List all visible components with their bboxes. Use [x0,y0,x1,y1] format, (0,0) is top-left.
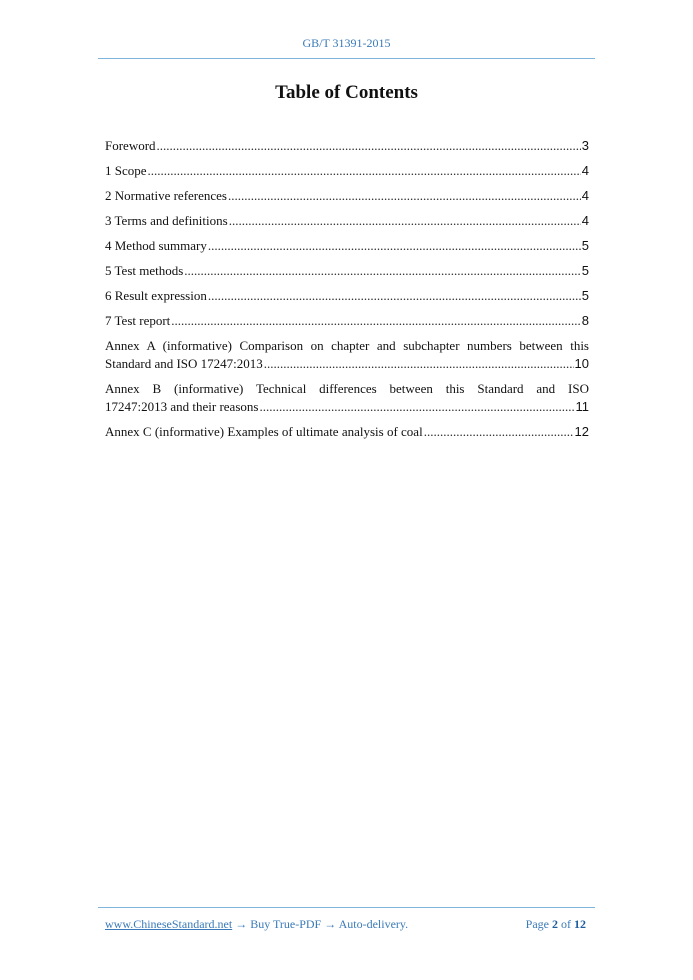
toc-entry-page: 5 [581,263,589,278]
toc-entry-annex-c[interactable] [105,423,589,441]
dot-leader [157,137,581,155]
document-code-header: GB/T 31391-2015 [302,36,391,50]
toc-entry-label: 5 Test methods [105,263,184,278]
toc-entry-page: 10 [574,356,589,371]
toc-entry-result-expression[interactable] [105,287,589,305]
toc-entry-scope[interactable] [105,162,589,180]
toc-entry-label-line2: 17247:2013 and their reasons [105,399,259,414]
website-link[interactable]: www.ChineseStandard.net [105,917,233,931]
dot-leader [259,398,574,416]
toc-entry-label: 7 Test report [105,313,171,328]
dot-leader [228,187,581,205]
arrow-right-icon: → [324,917,337,931]
arrow-right-icon: → [235,917,248,931]
toc-entry-label: 1 Scope [105,163,147,178]
toc-entry-annex-b[interactable] [105,380,589,416]
current-page: 2 [552,917,558,931]
dot-leader [208,237,581,255]
toc-entry-page: 4 [581,163,589,178]
toc-entry-page: 11 [575,399,589,414]
dot-leader [264,355,574,373]
toc-entry-label: Annex C (informative) Examples of ultimate analysis of coal [105,424,423,439]
toc-entry-page: 5 [581,238,589,253]
header-divider [98,58,595,59]
toc-entry-terms-definitions[interactable] [105,212,589,230]
toc-entry-foreword[interactable] [105,137,589,155]
toc-entry-label: 2 Normative references [105,188,227,203]
dot-leader [229,212,581,230]
page-number [526,917,586,932]
toc-entry-page: 3 [581,138,589,153]
dot-leader [171,312,580,330]
toc-entry-test-report[interactable] [105,312,589,330]
of-word: of [561,917,571,931]
buy-true-pdf-text: Buy True-PDF [250,917,322,931]
toc-entry-page: 12 [574,424,589,439]
toc-entry-label: 6 Result expression [105,288,207,303]
toc-entry-label: Foreword [105,138,156,153]
toc-entry-page: 8 [581,313,589,328]
toc-entry-page: 4 [581,188,589,203]
page-title: Table of Contents [275,82,418,103]
toc-entry-page: 5 [581,288,589,303]
total-pages: 12 [574,917,586,931]
dot-leader [148,162,581,180]
dot-leader [184,262,580,280]
footer-promo [105,917,408,932]
toc-entry-test-methods[interactable] [105,262,589,280]
toc-entry-page: 4 [581,213,589,228]
dot-leader [208,287,581,305]
toc-entry-method-summary[interactable] [105,237,589,255]
toc-entry-annex-a[interactable] [105,337,589,373]
toc-entry-label: 3 Terms and definitions [105,213,228,228]
toc-entry-label-line1: Annex A (informative) Comparison on chapter and subchapter numbers between this [105,338,589,353]
footer-divider [98,907,595,908]
page-word: Page [525,917,549,931]
toc-entry-label: 4 Method summary [105,238,207,253]
dot-leader [424,423,574,441]
toc-entry-label-line1: Annex B (informative) Technical differences between this Standard and ISO [105,381,589,396]
table-of-contents [105,137,589,448]
auto-delivery-text: Auto-delivery. [338,917,409,931]
toc-entry-label-line2: Standard and ISO 17247:2013 [105,356,263,371]
toc-entry-normative-references[interactable] [105,187,589,205]
